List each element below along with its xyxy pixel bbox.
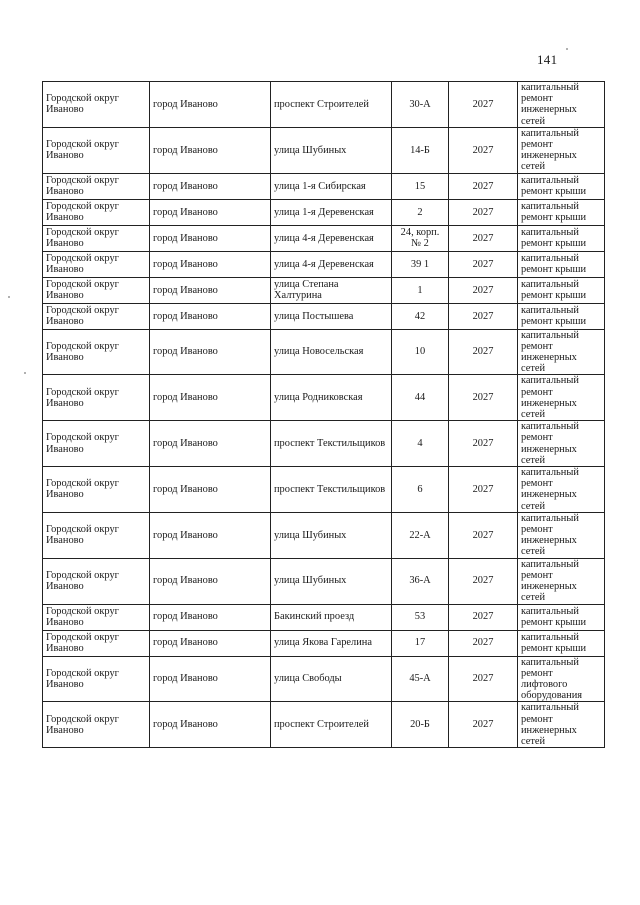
city-cell: город Иваново <box>150 277 271 303</box>
street-cell: улица Степана Халтурина <box>271 277 392 303</box>
page-number: 141 <box>537 52 558 67</box>
municipality-cell: Городской округ Иваново <box>43 702 150 748</box>
city-cell: город Иваново <box>150 656 271 702</box>
house-number-cell: 6 <box>392 467 449 513</box>
scan-speck <box>8 296 10 298</box>
table-row <box>43 702 605 748</box>
city-cell: город Иваново <box>150 558 271 604</box>
table-row <box>43 127 605 173</box>
street-cell: улица Шубиных <box>271 127 392 173</box>
table-row <box>43 630 605 656</box>
work-type-cell: капитальный ремонт инженерных сетей <box>518 82 605 128</box>
year-cell: 2027 <box>449 303 518 329</box>
table-row <box>43 558 605 604</box>
house-number-cell: 20-Б <box>392 702 449 748</box>
house-number-cell: 44 <box>392 375 449 421</box>
year-cell: 2027 <box>449 702 518 748</box>
house-number-cell: 22-А <box>392 512 449 558</box>
table-row <box>43 82 605 128</box>
year-cell: 2027 <box>449 277 518 303</box>
municipality-cell: Городской округ Иваново <box>43 421 150 467</box>
street-cell: проспект Строителей <box>271 82 392 128</box>
municipality-cell: Городской округ Иваново <box>43 467 150 513</box>
table-row <box>43 604 605 630</box>
city-cell: город Иваново <box>150 127 271 173</box>
year-cell: 2027 <box>449 630 518 656</box>
year-cell: 2027 <box>449 656 518 702</box>
house-number-cell: 17 <box>392 630 449 656</box>
work-type-cell: капитальный ремонт крыши <box>518 173 605 199</box>
municipality-cell: Городской округ Иваново <box>43 375 150 421</box>
year-cell: 2027 <box>449 421 518 467</box>
table-row <box>43 225 605 251</box>
year-cell: 2027 <box>449 604 518 630</box>
street-cell: проспект Текстильщиков <box>271 467 392 513</box>
municipality-cell: Городской округ Иваново <box>43 173 150 199</box>
street-cell: улица Шубиных <box>271 558 392 604</box>
house-number-cell: 4 <box>392 421 449 467</box>
work-type-cell: капитальный ремонт крыши <box>518 225 605 251</box>
municipality-cell: Городской округ Иваново <box>43 199 150 225</box>
municipality-cell: Городской округ Иваново <box>43 656 150 702</box>
work-type-cell: капитальный ремонт инженерных сетей <box>518 702 605 748</box>
street-cell: улица 1-я Деревенская <box>271 199 392 225</box>
city-cell: город Иваново <box>150 225 271 251</box>
table-row <box>43 656 605 702</box>
table-row <box>43 375 605 421</box>
street-cell: улица Якова Гарелина <box>271 630 392 656</box>
city-cell: город Иваново <box>150 251 271 277</box>
year-cell: 2027 <box>449 512 518 558</box>
table-row <box>43 173 605 199</box>
street-cell: проспект Текстильщиков <box>271 421 392 467</box>
municipality-cell: Городской округ Иваново <box>43 604 150 630</box>
work-type-cell: капитальный ремонт крыши <box>518 251 605 277</box>
work-type-cell: капитальный ремонт лифтового оборудования <box>518 656 605 702</box>
street-cell: улица Шубиных <box>271 512 392 558</box>
table-row <box>43 421 605 467</box>
municipality-cell: Городской округ Иваново <box>43 512 150 558</box>
table-row <box>43 199 605 225</box>
municipality-cell: Городской округ Иваново <box>43 630 150 656</box>
house-number-cell: 36-А <box>392 558 449 604</box>
street-cell: Бакинский проезд <box>271 604 392 630</box>
street-cell: улица Родниковская <box>271 375 392 421</box>
city-cell: город Иваново <box>150 467 271 513</box>
city-cell: город Иваново <box>150 303 271 329</box>
scan-speck <box>24 372 26 374</box>
work-type-cell: капитальный ремонт крыши <box>518 303 605 329</box>
street-cell: проспект Строителей <box>271 702 392 748</box>
year-cell: 2027 <box>449 375 518 421</box>
year-cell: 2027 <box>449 199 518 225</box>
street-cell: улица 1-я Сибирская <box>271 173 392 199</box>
city-cell: город Иваново <box>150 512 271 558</box>
house-number-cell: 53 <box>392 604 449 630</box>
year-cell: 2027 <box>449 329 518 375</box>
city-cell: город Иваново <box>150 375 271 421</box>
municipality-cell: Городской округ Иваново <box>43 277 150 303</box>
work-type-cell: капитальный ремонт крыши <box>518 604 605 630</box>
city-cell: город Иваново <box>150 329 271 375</box>
table-row <box>43 251 605 277</box>
work-type-cell: капитальный ремонт инженерных сетей <box>518 375 605 421</box>
house-number-cell: 42 <box>392 303 449 329</box>
work-type-cell: капитальный ремонт инженерных сетей <box>518 127 605 173</box>
street-cell: улица 4-я Деревенская <box>271 225 392 251</box>
city-cell: город Иваново <box>150 199 271 225</box>
table-row <box>43 277 605 303</box>
municipality-cell: Городской округ Иваново <box>43 127 150 173</box>
street-cell: улица Новосельская <box>271 329 392 375</box>
municipality-cell: Городской округ Иваново <box>43 329 150 375</box>
table-row <box>43 329 605 375</box>
municipality-cell: Городской округ Иваново <box>43 303 150 329</box>
registry-rows <box>43 82 605 748</box>
house-number-cell: 45-А <box>392 656 449 702</box>
year-cell: 2027 <box>449 251 518 277</box>
house-number-cell: 1 <box>392 277 449 303</box>
city-cell: город Иваново <box>150 173 271 199</box>
city-cell: город Иваново <box>150 630 271 656</box>
street-cell: улица Постышева <box>271 303 392 329</box>
work-type-cell: капитальный ремонт инженерных сетей <box>518 329 605 375</box>
table-row <box>43 512 605 558</box>
municipality-cell: Городской округ Иваново <box>43 82 150 128</box>
table-row <box>43 467 605 513</box>
municipality-cell: Городской округ Иваново <box>43 251 150 277</box>
city-cell: город Иваново <box>150 702 271 748</box>
street-cell: улица Свободы <box>271 656 392 702</box>
house-number-cell: 15 <box>392 173 449 199</box>
scan-speck <box>566 48 568 50</box>
table-row <box>43 303 605 329</box>
year-cell: 2027 <box>449 173 518 199</box>
municipality-cell: Городской округ Иваново <box>43 558 150 604</box>
year-cell: 2027 <box>449 558 518 604</box>
city-cell: город Иваново <box>150 421 271 467</box>
house-number-cell: 30-А <box>392 82 449 128</box>
work-type-cell: капитальный ремонт инженерных сетей <box>518 421 605 467</box>
house-number-cell: 14-Б <box>392 127 449 173</box>
house-number-cell: 2 <box>392 199 449 225</box>
work-type-cell: капитальный ремонт крыши <box>518 199 605 225</box>
work-type-cell: капитальный ремонт крыши <box>518 630 605 656</box>
city-cell: город Иваново <box>150 604 271 630</box>
year-cell: 2027 <box>449 82 518 128</box>
city-cell: город Иваново <box>150 82 271 128</box>
year-cell: 2027 <box>449 225 518 251</box>
house-number-cell: 39 1 <box>392 251 449 277</box>
street-cell: улица 4-я Деревенская <box>271 251 392 277</box>
work-type-cell: капитальный ремонт инженерных сетей <box>518 512 605 558</box>
municipality-cell: Городской округ Иваново <box>43 225 150 251</box>
house-number-cell: 10 <box>392 329 449 375</box>
year-cell: 2027 <box>449 467 518 513</box>
work-type-cell: капитальный ремонт инженерных сетей <box>518 558 605 604</box>
year-cell: 2027 <box>449 127 518 173</box>
house-number-cell: 24, корп. № 2 <box>392 225 449 251</box>
work-type-cell: капитальный ремонт инженерных сетей <box>518 467 605 513</box>
work-type-cell: капитальный ремонт крыши <box>518 277 605 303</box>
repair-registry-table <box>42 81 605 748</box>
